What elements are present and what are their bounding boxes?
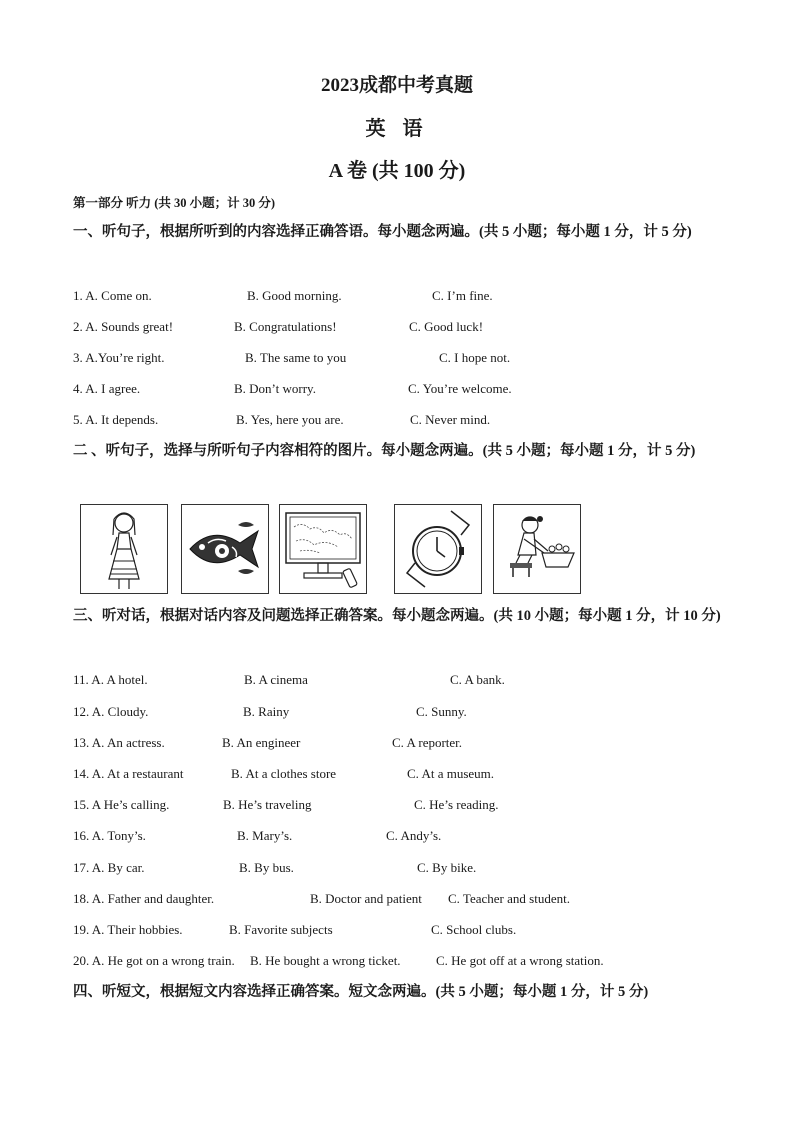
option-b: B. An engineer (222, 735, 301, 750)
option-a: 5. A. It depends. (73, 412, 159, 427)
option-c: C. Good luck! (409, 319, 484, 334)
option-b: B. Favorite subjects (229, 922, 333, 937)
option-c: C. By bike. (417, 860, 477, 875)
option-c: C. You’re welcome. (408, 381, 512, 396)
subject-title: 英 语 (365, 118, 429, 140)
option-c: C. A bank. (450, 672, 505, 687)
option-b: B. Rainy (243, 704, 290, 719)
option-a: 17. A. By car. (73, 860, 145, 875)
option-b: B. Don’t worry. (234, 381, 316, 396)
section-four-heading: 四、听短文，根据短文内容选择正确答案。短文念两遍。(共 5 小题；每小题 1 分，计 5 分) (73, 984, 649, 1000)
option-b: B. He bought a wrong ticket. (250, 953, 401, 968)
child-washing-icon (493, 504, 581, 594)
option-a: 20. A. He got on a wrong train. (73, 953, 235, 968)
tv-map-icon (279, 504, 367, 594)
option-c: C. I hope not. (439, 350, 511, 365)
option-a: 13. A. An actress. (73, 735, 165, 750)
option-b: B. The same to you (245, 350, 347, 365)
option-a: 15. A He’s calling. (73, 797, 170, 812)
option-c: C. At a museum. (407, 766, 495, 781)
option-c: C. A reporter. (392, 735, 463, 750)
option-a: 2. A. Sounds great! (73, 319, 174, 334)
girl-in-dress-icon (80, 504, 168, 594)
part-one-heading: 第一部分 听力 (共 30 小题；计 30 分) (73, 196, 276, 210)
option-b: B. Congratulations! (234, 319, 337, 334)
paper-title: A 卷 (共 100 分) (328, 160, 466, 182)
option-b: B. By bus. (239, 860, 294, 875)
option-a: 18. A. Father and daughter. (73, 891, 215, 906)
option-c: C. School clubs. (431, 922, 517, 937)
option-a: 4. A. I agree. (73, 381, 141, 396)
section-one-heading: 一、听句子，根据所听到的内容选择正确答语。每小题念两遍。(共 5 小题；每小题 1 分，计 5 分) (73, 224, 692, 240)
option-b: B. Doctor and patient (310, 891, 422, 906)
option-b: B. Mary’s. (237, 828, 293, 843)
option-b: B. He’s traveling (223, 797, 312, 812)
option-b: B. Yes, here you are. (236, 412, 344, 427)
option-b: B. At a clothes store (231, 766, 337, 781)
option-a: 19. A. Their hobbies. (73, 922, 183, 937)
option-a: 14. A. At a restaurant (73, 766, 184, 781)
section-three-heading: 三、听对话，根据对话内容及问题选择正确答案。每小题念两遍。(共 10 小题；每小题 1 分，计 10 分) (73, 608, 721, 624)
fish-papercut-icon (181, 504, 269, 594)
option-c: C. He got off at a wrong station. (436, 953, 604, 968)
option-b: B. A cinema (244, 672, 308, 687)
section-two-heading: 二 、听句子，选择与所听句子内容相符的图片。每小题念两遍。(共 5 小题；每小题 1 分，计 5 分) (73, 443, 696, 459)
option-c: C. I’m fine. (432, 288, 493, 303)
option-b: B. Good morning. (247, 288, 342, 303)
option-a: 12. A. Cloudy. (73, 704, 149, 719)
wristwatch-icon (394, 504, 482, 594)
option-c: C. Andy’s. (386, 828, 442, 843)
option-c: C. Teacher and student. (448, 891, 570, 906)
option-a: 16. A. Tony’s. (73, 828, 146, 843)
exam-title: 2023成都中考真题 (320, 75, 473, 96)
option-a: 11. A. A hotel. (73, 672, 148, 687)
option-c: C. Sunny. (416, 704, 467, 719)
option-c: C. Never mind. (410, 412, 491, 427)
option-a: 1. A. Come on. (73, 288, 152, 303)
option-a: 3. A.You’re right. (73, 350, 165, 365)
option-c: C. He’s reading. (414, 797, 499, 812)
